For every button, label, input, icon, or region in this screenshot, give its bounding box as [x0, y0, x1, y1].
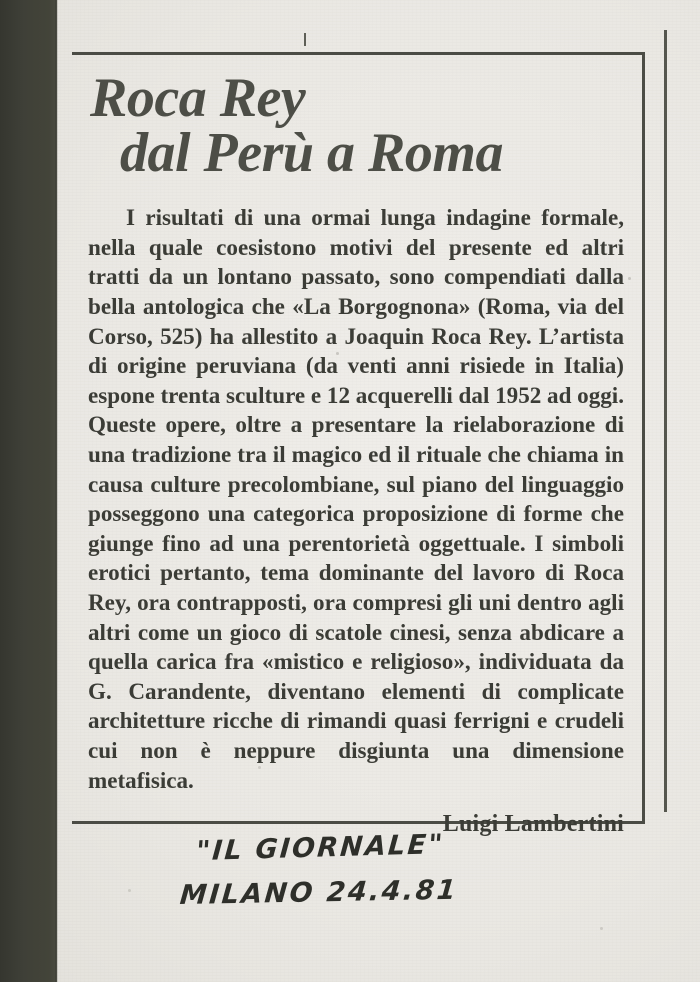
article-frame-top-rule — [72, 52, 645, 55]
article-frame-right-rule — [642, 52, 645, 824]
annotation-city-date: MILANO 24.4.81 — [178, 874, 460, 912]
headline-line-1: Roca Rey — [90, 67, 306, 129]
article-paragraph: I risultati di una ormai lunga indagine formale, nella quale coesistono motivi del presente ed altri tratti da un lontano passato, sono compendiati dalla bella antologica che «La Borgognona» (Roma, via del Corso, 525) ha allestito a Joaquin Roca Rey. L’artista di origine peruviana (da venti anni risiede in Italia) espone trenta sculture e 12 acquerelli dal 1952 ad oggi. Queste opere, oltre a presentare la rielaborazione di una tradizione tra il magico ed il rituale che chiama in causa culture precolombiane, sul piano del linguaggio posseggono una categorica proposizione di forme che giunge fino ad una perentorietà oggettuale. I simboli erotici pertanto, tema dominante del lavoro di Roca Rey, ora contrapposti, ora compresi gli uni dentro agli altri come un gioco di scatole cinesi, senza abdicare a quella carica fra «mistico e religioso», individuata da G. Carandente, diventano elementi di complicate architetture ricche di rimandi quasi ferrigni e crudeli cui non è neppure disgiunta una dimensione metafisica. — [88, 204, 624, 793]
scan-speckle — [600, 927, 603, 930]
handwritten-annotation — [178, 829, 596, 912]
annotation-source-name: "IL GIORNALE" — [194, 829, 446, 868]
article-body — [88, 62, 628, 838]
article-headline — [88, 62, 628, 185]
headline-line-2: dal Perù a Roma — [120, 122, 503, 185]
top-tick-mark — [304, 33, 306, 46]
left-dark-band — [0, 0, 57, 982]
scan-speckle — [128, 889, 131, 892]
scan-speckle — [628, 277, 631, 280]
article-byline: Luigi Lambertini — [442, 811, 624, 838]
outer-column-rule — [664, 30, 667, 812]
left-band-edge-shadow — [55, 0, 58, 982]
